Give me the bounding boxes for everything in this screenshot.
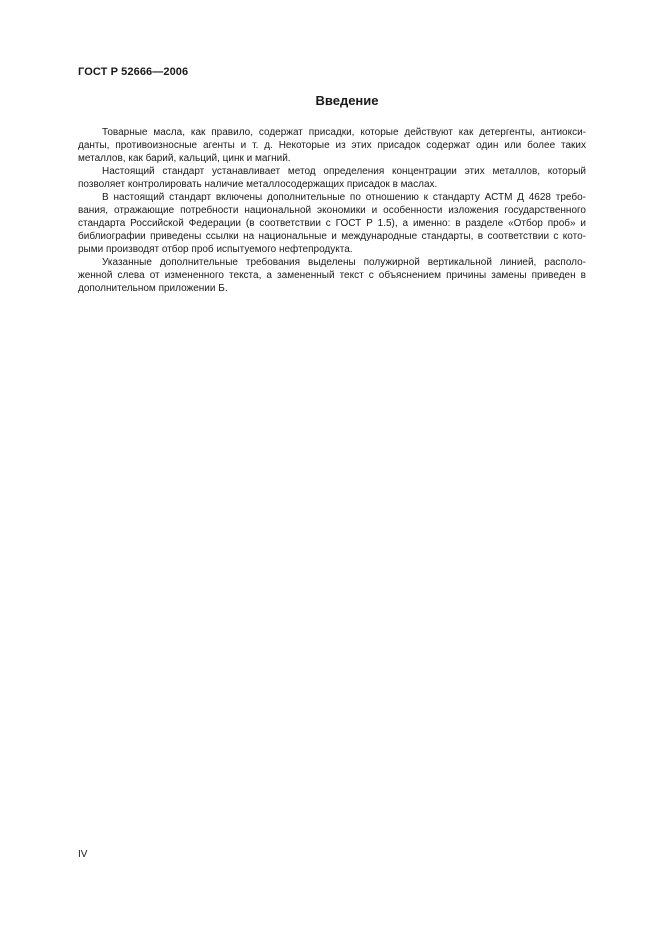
paragraph-line: Товарные масла, как правило, содержат присадки, которые действуют как детергенты, антиокси- [102, 127, 586, 138]
paragraph-2 [78, 165, 586, 191]
paragraph-line: библиографии приведены ссылки на национальные и международные стандарты, в соответствии с кото- [78, 231, 586, 242]
paragraph-line: женной слева от измененного текста, а замененный текст с объяснением причины замены приведен в [78, 270, 586, 281]
paragraph-line: данты, противоизносные агенты и т. д. Некоторые из этих присадок содержат один или более таких [78, 140, 586, 151]
paragraph-line: Указанные дополнительные требования выделены полужирной вертикальной линией, располо- [102, 257, 586, 268]
paragraph-3 [78, 191, 586, 256]
paragraph-line: дополнительном приложении Б. [78, 283, 228, 294]
paragraph-line: В настоящий стандарт включены дополнительные по отношению к стандарту АСТМ Д 4628 требо- [102, 192, 586, 203]
paragraph-1 [78, 126, 586, 165]
paragraph-line: стандарта Российской Федерации (в соответствии с ГОСТ Р 1.5), а именно: в разделе «Отбор проб» и [78, 218, 586, 229]
paragraph-4 [78, 256, 586, 295]
document-body [78, 126, 586, 295]
paragraph-line: позволяет контролировать наличие металлосодержащих присадок в маслах. [78, 179, 438, 190]
page-number: IV [78, 849, 88, 860]
paragraph-line: Настоящий стандарт устанавливает метод определения концентрации этих металлов, который [102, 166, 586, 177]
paragraph-line: металлов, как барий, кальций, цинк и магний. [78, 153, 291, 164]
paragraph-line: вания, отражающие потребности национальной экономики и особенности изложения государственного [78, 205, 586, 216]
document-code: ГОСТ Р 52666—2006 [78, 66, 189, 78]
section-title: Введение [315, 93, 379, 108]
paragraph-line: рыми производят отбор проб испытуемого нефтепродукта. [78, 244, 353, 255]
